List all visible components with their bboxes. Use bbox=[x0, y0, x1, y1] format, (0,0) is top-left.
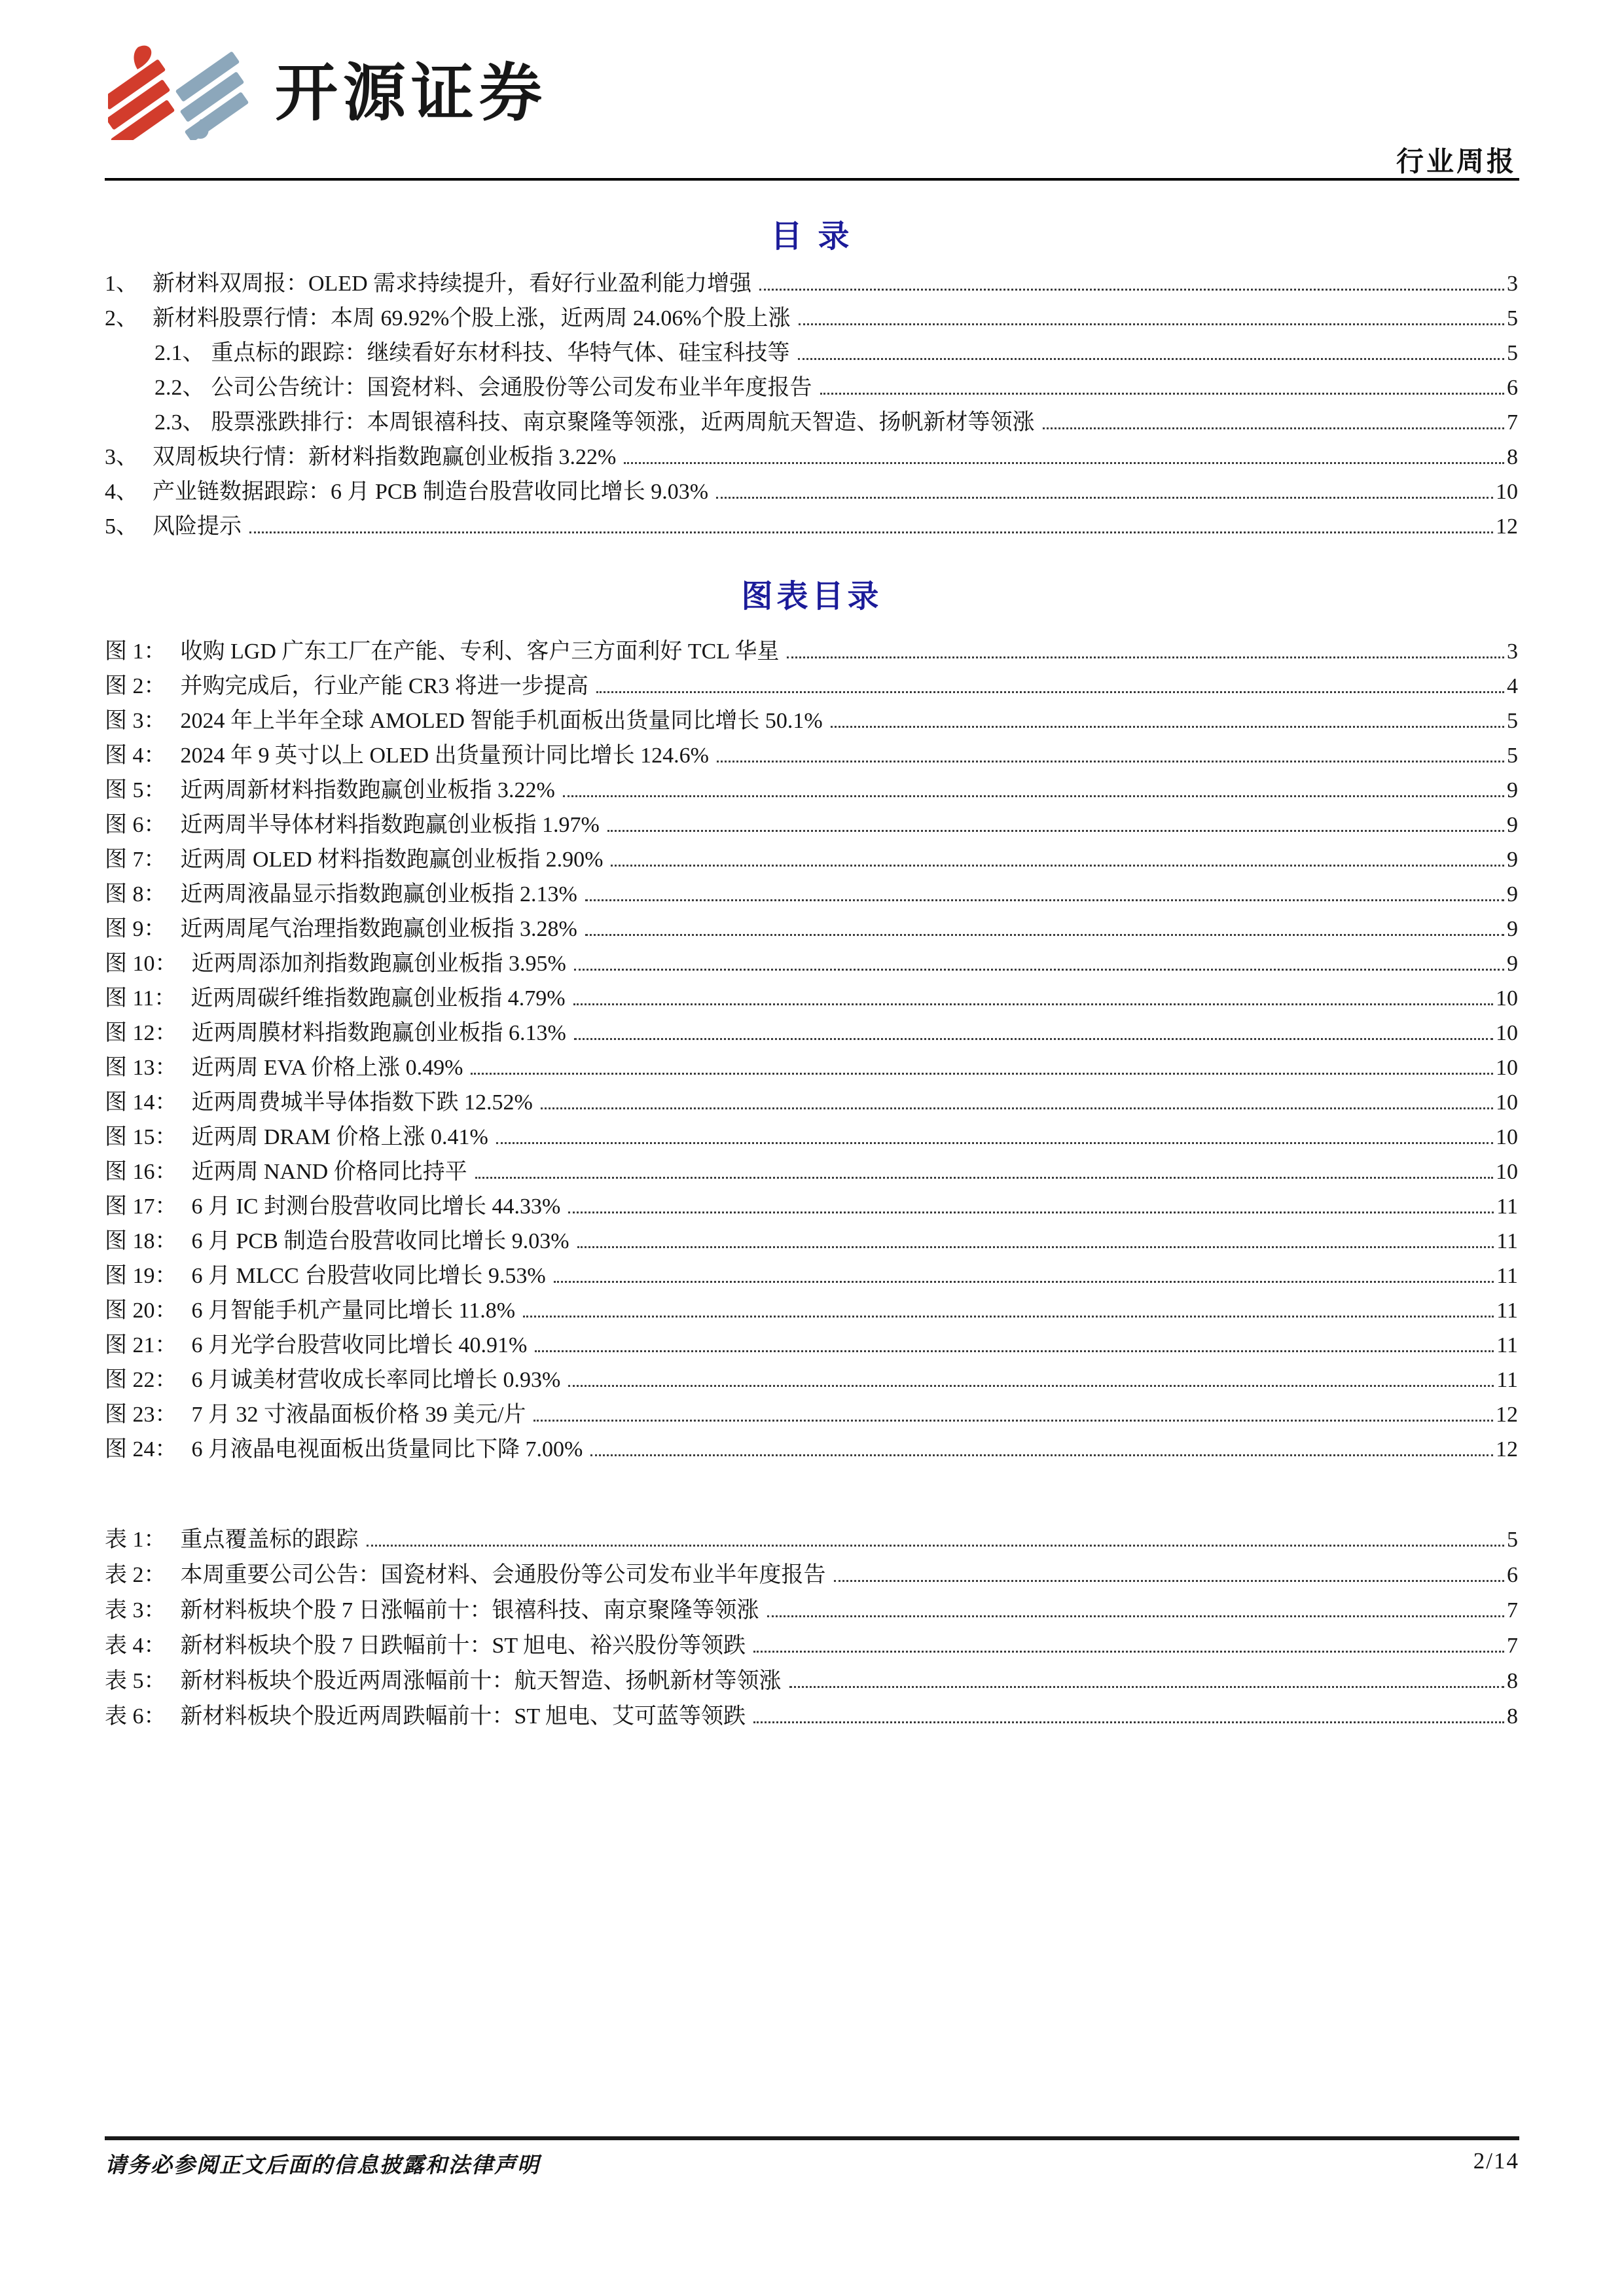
figure-entry-label: 收购 LGD 广东工厂在产能、专利、客户三方面利好 TCL 华星 bbox=[180, 639, 780, 664]
dot-leader bbox=[759, 289, 1504, 291]
figure-entry bbox=[105, 1289, 1518, 1323]
figure-entry-page: 12 bbox=[1496, 1437, 1518, 1462]
toc-entry bbox=[105, 401, 1518, 435]
dot-leader bbox=[533, 1420, 1493, 1422]
dot-leader bbox=[568, 1211, 1494, 1213]
figure-entry-label: 近两周 OLED 材料指数跑赢创业板指 2.90% bbox=[180, 847, 604, 872]
figure-entry-label: 7 月 32 寸液晶面板价格 39 美元/片 bbox=[191, 1402, 526, 1427]
figure-entry-page: 9 bbox=[1507, 916, 1518, 941]
figure-entry-number: 图 19： bbox=[105, 1263, 177, 1288]
figure-entry bbox=[105, 1115, 1518, 1150]
figure-entry-number: 图 7： bbox=[105, 847, 166, 872]
toc-entry-number: 5、 bbox=[105, 514, 138, 539]
figure-entry-page: 10 bbox=[1496, 1090, 1518, 1115]
figure-entry bbox=[105, 942, 1518, 977]
table-entry-page: 7 bbox=[1507, 1598, 1518, 1623]
toc-entry-label: 新材料股票行情：本周 69.92%个股上涨，近两周 24.06%个股上涨 bbox=[153, 306, 791, 331]
figure-entry bbox=[105, 977, 1518, 1011]
table-entry-number: 表 5： bbox=[105, 1668, 166, 1693]
figure-entry bbox=[105, 699, 1518, 734]
figure-entry-label: 并购完成后，行业产能 CR3 将进一步提高 bbox=[180, 673, 588, 698]
figure-entry-number: 图 3： bbox=[105, 708, 166, 733]
figure-entry bbox=[105, 734, 1518, 768]
footer-divider bbox=[105, 2136, 1519, 2140]
table-entry-page: 6 bbox=[1507, 1562, 1518, 1587]
figure-entry bbox=[105, 1323, 1518, 1358]
dot-leader bbox=[574, 1038, 1493, 1040]
figure-entry-number: 图 23： bbox=[105, 1402, 177, 1427]
dot-leader bbox=[834, 1580, 1505, 1582]
table-entry-label: 本周重要公司公告：国瓷材料、会通股份等公司发布业半年度报告 bbox=[180, 1562, 826, 1587]
table-entry-number: 表 6： bbox=[105, 1704, 166, 1729]
dot-leader bbox=[554, 1281, 1494, 1283]
dot-leader bbox=[475, 1177, 1493, 1179]
dot-leader bbox=[585, 899, 1504, 901]
toc-entry-page: 5 bbox=[1507, 340, 1518, 365]
figure-entry bbox=[105, 872, 1518, 907]
figure-entry-page: 11 bbox=[1496, 1263, 1518, 1288]
dot-leader bbox=[573, 1003, 1493, 1005]
figure-entry-page: 10 bbox=[1496, 986, 1518, 1011]
figure-entry-label: 近两周膜材料指数跑赢创业板指 6.13% bbox=[191, 1020, 566, 1045]
dot-leader bbox=[1043, 427, 1505, 429]
figure-entry-number: 图 24： bbox=[105, 1437, 177, 1462]
figure-entry-page: 3 bbox=[1507, 639, 1518, 664]
kaiyuan-logo-icon bbox=[108, 43, 255, 143]
dot-leader bbox=[799, 323, 1504, 325]
figure-entry-label: 6 月光学台股营收同比增长 40.91% bbox=[191, 1333, 528, 1357]
toc-entry-page: 7 bbox=[1507, 410, 1518, 435]
dot-leader bbox=[624, 462, 1504, 464]
report-type-label: 行业周报 bbox=[1396, 147, 1517, 177]
figure-entry-number: 图 17： bbox=[105, 1194, 177, 1219]
brand-name: 开源证券 bbox=[275, 58, 547, 128]
figure-entry bbox=[105, 803, 1518, 838]
figure-entry bbox=[105, 1393, 1518, 1427]
dot-leader bbox=[611, 865, 1504, 867]
table-list bbox=[105, 1517, 1518, 1729]
figure-entry-page: 9 bbox=[1507, 812, 1518, 837]
dot-leader bbox=[798, 358, 1505, 360]
dot-leader bbox=[607, 830, 1504, 832]
figure-entry-page: 9 bbox=[1507, 882, 1518, 906]
figure-list bbox=[105, 630, 1518, 1462]
dot-leader bbox=[717, 761, 1504, 762]
table-entry-label: 新材料板块个股近两周涨幅前十：航天智造、扬帆新材等领涨 bbox=[180, 1668, 782, 1693]
page-number-indicator: 2/14 bbox=[1473, 2148, 1519, 2174]
figure-entry-page: 4 bbox=[1507, 673, 1518, 698]
dot-leader bbox=[577, 1246, 1494, 1248]
figure-entry-page: 9 bbox=[1507, 847, 1518, 872]
table-entry-number: 表 1： bbox=[105, 1527, 166, 1552]
toc-entry bbox=[105, 296, 1518, 331]
toc-entry-label: 新材料双周报：OLED 需求持续提升，看好行业盈利能力增强 bbox=[153, 271, 752, 296]
figure-entry-number: 图 18： bbox=[105, 1229, 177, 1253]
table-entry-number: 表 4： bbox=[105, 1633, 166, 1658]
toc-entry-page: 10 bbox=[1496, 479, 1518, 504]
toc-entry-number: 2.1、 bbox=[154, 340, 205, 365]
figures-title: 图表目录 bbox=[741, 579, 883, 614]
table-entry-number: 表 2： bbox=[105, 1562, 166, 1587]
figure-entry-label: 2024 年上半年全球 AMOLED 智能手机面板出货量同比增长 50.1% bbox=[180, 708, 823, 733]
figure-entry-page: 11 bbox=[1496, 1333, 1518, 1357]
figure-entry-number: 图 22： bbox=[105, 1367, 177, 1392]
figure-entry-number: 图 1： bbox=[105, 639, 166, 664]
table-entry bbox=[105, 1588, 1518, 1623]
table-entry bbox=[105, 1694, 1518, 1729]
toc-title: 目 录 bbox=[770, 219, 854, 254]
toc-entry bbox=[105, 331, 1518, 366]
dot-leader bbox=[367, 1545, 1505, 1547]
figure-entry bbox=[105, 1081, 1518, 1115]
dot-leader bbox=[787, 656, 1504, 658]
figure-entry-page: 10 bbox=[1496, 1124, 1518, 1149]
footer bbox=[105, 2148, 1519, 2179]
figure-entry-page: 9 bbox=[1507, 951, 1518, 976]
dot-leader bbox=[496, 1142, 1493, 1144]
toc-entry-number: 2.3、 bbox=[154, 410, 205, 435]
figure-entry-page: 12 bbox=[1496, 1402, 1518, 1427]
figure-entry-label: 6 月 IC 封测台股营收同比增长 44.33% bbox=[191, 1194, 561, 1219]
figure-entry-label: 近两周 EVA 价格上涨 0.49% bbox=[191, 1055, 463, 1080]
toc-entry-label: 双周板块行情：新材料指数跑赢创业板指 3.22% bbox=[153, 444, 617, 469]
dot-leader bbox=[590, 1454, 1493, 1456]
table-entry bbox=[105, 1552, 1518, 1588]
toc-entry-page: 6 bbox=[1507, 375, 1518, 400]
table-entry-page: 5 bbox=[1507, 1527, 1518, 1552]
brand-header bbox=[108, 43, 547, 143]
toc-list bbox=[105, 262, 1518, 539]
toc-entry-label: 重点标的跟踪：继续看好东材科技、华特气体、硅宝科技等 bbox=[211, 340, 790, 365]
figure-entry-number: 图 13： bbox=[105, 1055, 177, 1080]
figure-entry-number: 图 21： bbox=[105, 1333, 177, 1357]
figure-entry-page: 11 bbox=[1496, 1367, 1518, 1392]
toc-entry bbox=[105, 470, 1518, 505]
table-entry-page: 8 bbox=[1507, 1668, 1518, 1693]
figure-entry-label: 6 月 MLCC 台股营收同比增长 9.53% bbox=[191, 1263, 546, 1288]
figure-entry-number: 图 15： bbox=[105, 1124, 177, 1149]
dot-leader bbox=[831, 726, 1504, 728]
table-entry bbox=[105, 1517, 1518, 1552]
toc-entry-page: 5 bbox=[1507, 306, 1518, 331]
footer-disclaimer: 请务必参阅正文后面的信息披露和法律声明 bbox=[105, 2154, 540, 2178]
figure-entry-label: 近两周液晶显示指数跑赢创业板指 2.13% bbox=[180, 882, 577, 906]
figure-entry-number: 图 16： bbox=[105, 1159, 177, 1184]
figure-entry bbox=[105, 1254, 1518, 1289]
toc-entry-number: 3、 bbox=[105, 444, 138, 469]
figure-entry-number: 图 20： bbox=[105, 1298, 177, 1323]
table-entry-label: 新材料板块个股 7 日跌幅前十：ST 旭电、裕兴股份等领跌 bbox=[180, 1633, 746, 1658]
toc-entry-number: 2.2、 bbox=[154, 375, 205, 400]
figure-entry bbox=[105, 664, 1518, 699]
figure-entry-page: 10 bbox=[1496, 1055, 1518, 1080]
dot-leader bbox=[574, 969, 1504, 971]
figure-entry-label: 近两周 NAND 价格同比持平 bbox=[191, 1159, 467, 1184]
toc-entry-page: 12 bbox=[1496, 514, 1518, 539]
figure-entry bbox=[105, 838, 1518, 872]
figure-entry-number: 图 5： bbox=[105, 778, 166, 802]
toc-entry-label: 产业链数据跟踪：6 月 PCB 制造台股营收同比增长 9.03% bbox=[153, 479, 709, 504]
figure-entry-number: 图 6： bbox=[105, 812, 166, 837]
figure-entry-page: 11 bbox=[1496, 1229, 1518, 1253]
dot-leader bbox=[535, 1350, 1494, 1352]
figure-entry bbox=[105, 1150, 1518, 1185]
dot-leader bbox=[767, 1615, 1505, 1617]
figure-entry-label: 6 月智能手机产量同比增长 11.8% bbox=[191, 1298, 516, 1323]
figure-entry bbox=[105, 907, 1518, 942]
header-divider bbox=[105, 178, 1519, 181]
dot-leader bbox=[249, 531, 1493, 533]
figure-entry-label: 6 月诚美材营收成长率同比增长 0.93% bbox=[191, 1367, 561, 1392]
dot-leader bbox=[563, 795, 1504, 797]
toc-entry-number: 2、 bbox=[105, 306, 138, 331]
dot-leader bbox=[568, 1385, 1494, 1387]
dot-leader bbox=[523, 1316, 1494, 1318]
figure-entry bbox=[105, 1011, 1518, 1046]
toc-entry bbox=[105, 262, 1518, 296]
dot-leader bbox=[789, 1686, 1505, 1688]
figure-entry bbox=[105, 1427, 1518, 1462]
figure-entry-label: 近两周添加剂指数跑赢创业板指 3.95% bbox=[191, 951, 566, 976]
dot-leader bbox=[596, 691, 1504, 693]
figure-entry bbox=[105, 1046, 1518, 1081]
table-entry bbox=[105, 1623, 1518, 1659]
dot-leader bbox=[753, 1651, 1504, 1653]
toc-entry-number: 4、 bbox=[105, 479, 138, 504]
figure-entry-number: 图 10： bbox=[105, 951, 177, 976]
figure-entry-page: 5 bbox=[1507, 743, 1518, 768]
table-entry-label: 重点覆盖标的跟踪 bbox=[180, 1527, 359, 1552]
figure-entry bbox=[105, 1219, 1518, 1254]
toc-entry-page: 8 bbox=[1507, 444, 1518, 469]
dot-leader bbox=[820, 393, 1505, 395]
table-entry-label: 新材料板块个股 7 日涨幅前十：银禧科技、南京聚隆等领涨 bbox=[180, 1598, 759, 1623]
figure-entry bbox=[105, 1358, 1518, 1393]
table-entry-page: 8 bbox=[1507, 1704, 1518, 1729]
figure-entry-number: 图 11： bbox=[105, 986, 177, 1011]
table-entry bbox=[105, 1659, 1518, 1694]
figure-entry-label: 近两周碳纤维指数跑赢创业板指 4.79% bbox=[190, 986, 566, 1011]
figure-entry-label: 近两周新材料指数跑赢创业板指 3.22% bbox=[180, 778, 555, 802]
figure-entry-page: 11 bbox=[1496, 1298, 1518, 1323]
dot-leader bbox=[585, 934, 1504, 936]
dot-leader bbox=[541, 1107, 1493, 1109]
toc-entry-label: 公司公告统计：国瓷材料、会通股份等公司发布业半年度报告 bbox=[211, 375, 812, 400]
figure-entry-label: 6 月 PCB 制造台股营收同比增长 9.03% bbox=[191, 1229, 569, 1253]
figure-entry bbox=[105, 768, 1518, 803]
toc-entry bbox=[105, 435, 1518, 470]
figure-entry-label: 近两周 DRAM 价格上涨 0.41% bbox=[191, 1124, 488, 1149]
figure-entry-page: 11 bbox=[1496, 1194, 1518, 1219]
table-entry-number: 表 3： bbox=[105, 1598, 166, 1623]
toc-entry-label: 股票涨跌排行：本周银禧科技、南京聚隆等领涨，近两周航天智造、扬帆新材等领涨 bbox=[211, 410, 1035, 435]
figure-entry-number: 图 14： bbox=[105, 1090, 177, 1115]
figure-entry-label: 2024 年 9 英寸以上 OLED 出货量预计同比增长 124.6% bbox=[180, 743, 709, 768]
figure-entry-page: 10 bbox=[1496, 1020, 1518, 1045]
toc-entry-page: 3 bbox=[1507, 271, 1518, 296]
figure-entry-label: 近两周费城半导体指数下跌 12.52% bbox=[191, 1090, 533, 1115]
figure-entry bbox=[105, 630, 1518, 664]
toc-entry bbox=[105, 505, 1518, 539]
dot-leader bbox=[753, 1721, 1504, 1723]
figure-entry-label: 近两周尾气治理指数跑赢创业板指 3.28% bbox=[180, 916, 577, 941]
toc-entry-number: 1、 bbox=[105, 271, 138, 296]
table-entry-label: 新材料板块个股近两周跌幅前十：ST 旭电、艾可蓝等领跌 bbox=[180, 1704, 746, 1729]
figure-entry-page: 9 bbox=[1507, 778, 1518, 802]
figure-entry-number: 图 8： bbox=[105, 882, 166, 906]
figure-entry-page: 5 bbox=[1507, 708, 1518, 733]
figure-entry-number: 图 4： bbox=[105, 743, 166, 768]
dot-leader bbox=[471, 1073, 1493, 1075]
toc-entry bbox=[105, 366, 1518, 401]
figure-entry-page: 10 bbox=[1496, 1159, 1518, 1184]
table-entry-page: 7 bbox=[1507, 1633, 1518, 1658]
figure-entry-number: 图 2： bbox=[105, 673, 166, 698]
figure-entry-number: 图 9： bbox=[105, 916, 166, 941]
figure-entry-number: 图 12： bbox=[105, 1020, 177, 1045]
dot-leader bbox=[716, 497, 1493, 499]
figure-entry-label: 6 月液晶电视面板出货量同比下降 7.00% bbox=[191, 1437, 583, 1462]
toc-entry-label: 风险提示 bbox=[153, 514, 242, 539]
figure-entry bbox=[105, 1185, 1518, 1219]
figure-entry-label: 近两周半导体材料指数跑赢创业板指 1.97% bbox=[180, 812, 600, 837]
